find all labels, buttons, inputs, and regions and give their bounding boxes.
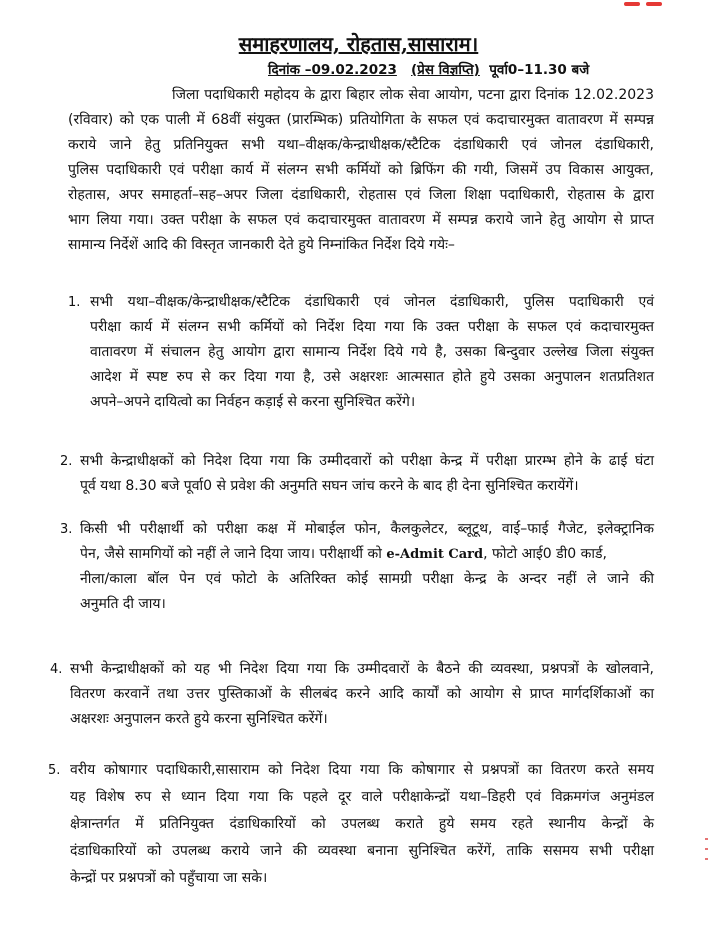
- intro-line: (रविवार) को एक पाली में 68वीं संयुक्त (प्रारम्भिक) प्रतियोगिता के सफल एवं कदाचारमुक्त वातावरण में सम्पन्न: [68, 112, 654, 128]
- item-line: परीक्षा कार्य में संलग्न सभी कर्मियों को निर्देश दिया गया कि उक्त परीक्षा के सफल एवं कदाचारमुक्त: [90, 319, 654, 335]
- item-line: यह विशेष रुप से ध्यान दिया गया कि पहले दूर वाले परीक्षाकेन्द्रों यथा–डिहरी एवं विक्रमगंज अनुमंडल: [70, 789, 654, 805]
- item-line: वातावरण में संचालन हेतु आयोग द्वारा सामान्य निर्देश दिये गये है, उसका बिन्दुवार उल्लेख जिला संयुक्त: [90, 344, 654, 360]
- intro-line: रोहतास, अपर समाहर्ता–सह–अपर जिला दंडाधिकारी, रोहतास एवं जिला शिक्षा पदाधिकारी, रोहतास के द्वारा: [68, 187, 654, 203]
- item-number: 5.: [48, 763, 61, 778]
- item-line: सभी केन्द्राधीक्षकों को यह भी निदेश दिया गया कि उम्मीदवारों के बैठने की व्यवस्था, प्रश्नपत्रों के खोलवाने,: [70, 661, 654, 677]
- press-note-label: (प्रेस विज्ञप्ति): [411, 62, 480, 78]
- item-number: 2.: [60, 454, 73, 469]
- admit-card-label: e-Admit Card: [386, 547, 484, 562]
- item-line: [80, 546, 607, 563]
- item-number: 1.: [68, 295, 81, 310]
- item-line: क्षेत्रान्तर्गत में प्रतिनियुक्त दंडाधिकारियों को उपलब्ध कराते हुये समय रहते स्थानीय केन्द्रों के: [70, 816, 654, 832]
- intro-line: सामान्य निर्देशें आदि की विस्तृत जानकारी देते हुये निम्नांकित निर्देश दिये गयेः–: [68, 237, 455, 253]
- intro-line: जिला पदाधिकारी महोदय के द्वारा बिहार लोक सेवा आयोग, पटना द्वारा दिनांक 12.02.2023: [172, 87, 654, 103]
- item-line: नीला/काला बॉल पेन एवं फोटो के अतिरिक्त कोई सामग्री परीक्षा केन्द्र के अन्दर नहीं ले जाने की: [80, 571, 654, 587]
- release-date: दिनांक –09.02.2023: [268, 62, 397, 78]
- item-line: वरीय कोषागार पदाधिकारी,सासाराम को निदेश दिया गया कि कोषागार से प्रश्नपत्रों का वितरण करते समय: [70, 762, 654, 778]
- item-line: अपने–अपने दायित्वो का निर्वहन कड़ाई से करना सुनिश्चित करेंगे।: [90, 394, 416, 410]
- item-line: अक्षरशः अनुपालन करते हुये करना सुनिश्चित करेंगें।: [70, 711, 328, 727]
- intro-line: भाग लिया गया। उक्त परीक्षा के सफल एवं कदाचारमुक्त वातावरण में सम्पन्न कराये जाने हेतु आयोग से प्राप्त: [68, 212, 654, 228]
- item-line: पूर्व यथा 8.30 बजे पूर्वा0 से प्रवेश की अनुमति सघन जांच करने के बाद ही देना सुनिश्चित करायेंगें।: [80, 478, 579, 494]
- item-line-text: पेन, जैसे सामगियों को नहीं ले जाने दिया जाय। परीक्षार्थी को: [80, 546, 382, 562]
- item-line: किसी भी परीक्षार्थी को परीक्षा कक्ष में मोबाईल फोन, कैलकुलेटर, ब्लूटूथ, वाई–फाई गैजेट, इलेक्ट्रानिक: [80, 521, 654, 537]
- edge-mark: [705, 848, 708, 850]
- item-line: दंडाधिकारियों को उपलब्ध कराये जाने की व्यवस्था बनाना सुनिश्चित करेंगें, ताकि ससमय सभी परीक्षा: [70, 843, 654, 859]
- red-corner-mark: [646, 2, 662, 6]
- item-number: 4.: [50, 662, 63, 677]
- item-line: सभी केन्द्राधीक्षकों को निदेश दिया गया कि उम्मीदवारों को परीक्षा केन्द्र में परीक्षा प्रारम्भ होने के ढाई घंटा: [80, 453, 654, 469]
- item-line-tail: , फोटो आई0 डी0 कार्ड,: [483, 546, 607, 562]
- item-number: 3.: [60, 522, 73, 537]
- release-time: पूर्वा0–11.30 बजे: [489, 62, 590, 78]
- intro-line: पुलिस पदाधिकारी एवं परीक्षा कार्य में संलग्न सभी कर्मियों को ब्रिफिंग की गयी, जिसमें उप विकास आयुक्त,: [68, 162, 654, 178]
- item-line: केन्द्रों पर प्रश्नपत्रों को पहुँचाया जा सके।: [70, 870, 268, 886]
- date-line: [268, 60, 589, 78]
- item-line: अनुमति दी जाय।: [80, 596, 166, 612]
- red-corner-mark: [624, 2, 640, 6]
- office-title: समाहरणालय, रोहतास,सासाराम।: [238, 32, 479, 56]
- item-line: सभी यथा–वीक्षक/केन्द्राधीक्षक/स्टैटिक दंडाधिकारी एवं जोनल दंडाधिकारी, पुलिस पदाधिकारी एवं: [90, 294, 654, 310]
- item-line: आदेश में स्पष्ट रुप से कर दिया गया है, उसे अक्षरशः आत्मसात होते हुये उसका अनुपालन शतप्रतिशत: [90, 369, 654, 385]
- item-line: वितरण करवानें तथा उत्तर पुस्तिकाओं के सीलबंद करने आदि कार्यों को आयोग से प्राप्त मार्गदर्शिकाओं का: [70, 686, 654, 702]
- edge-mark: [705, 858, 708, 860]
- intro-line: कराये जाने हेतु प्रतिनियुक्त सभी यथा–वीक्षक/केन्द्राधीक्षक/स्टैटिक दंडाधिकारी एवं जोनल दंडाधिकारी,: [68, 137, 654, 153]
- edge-mark: [705, 838, 708, 840]
